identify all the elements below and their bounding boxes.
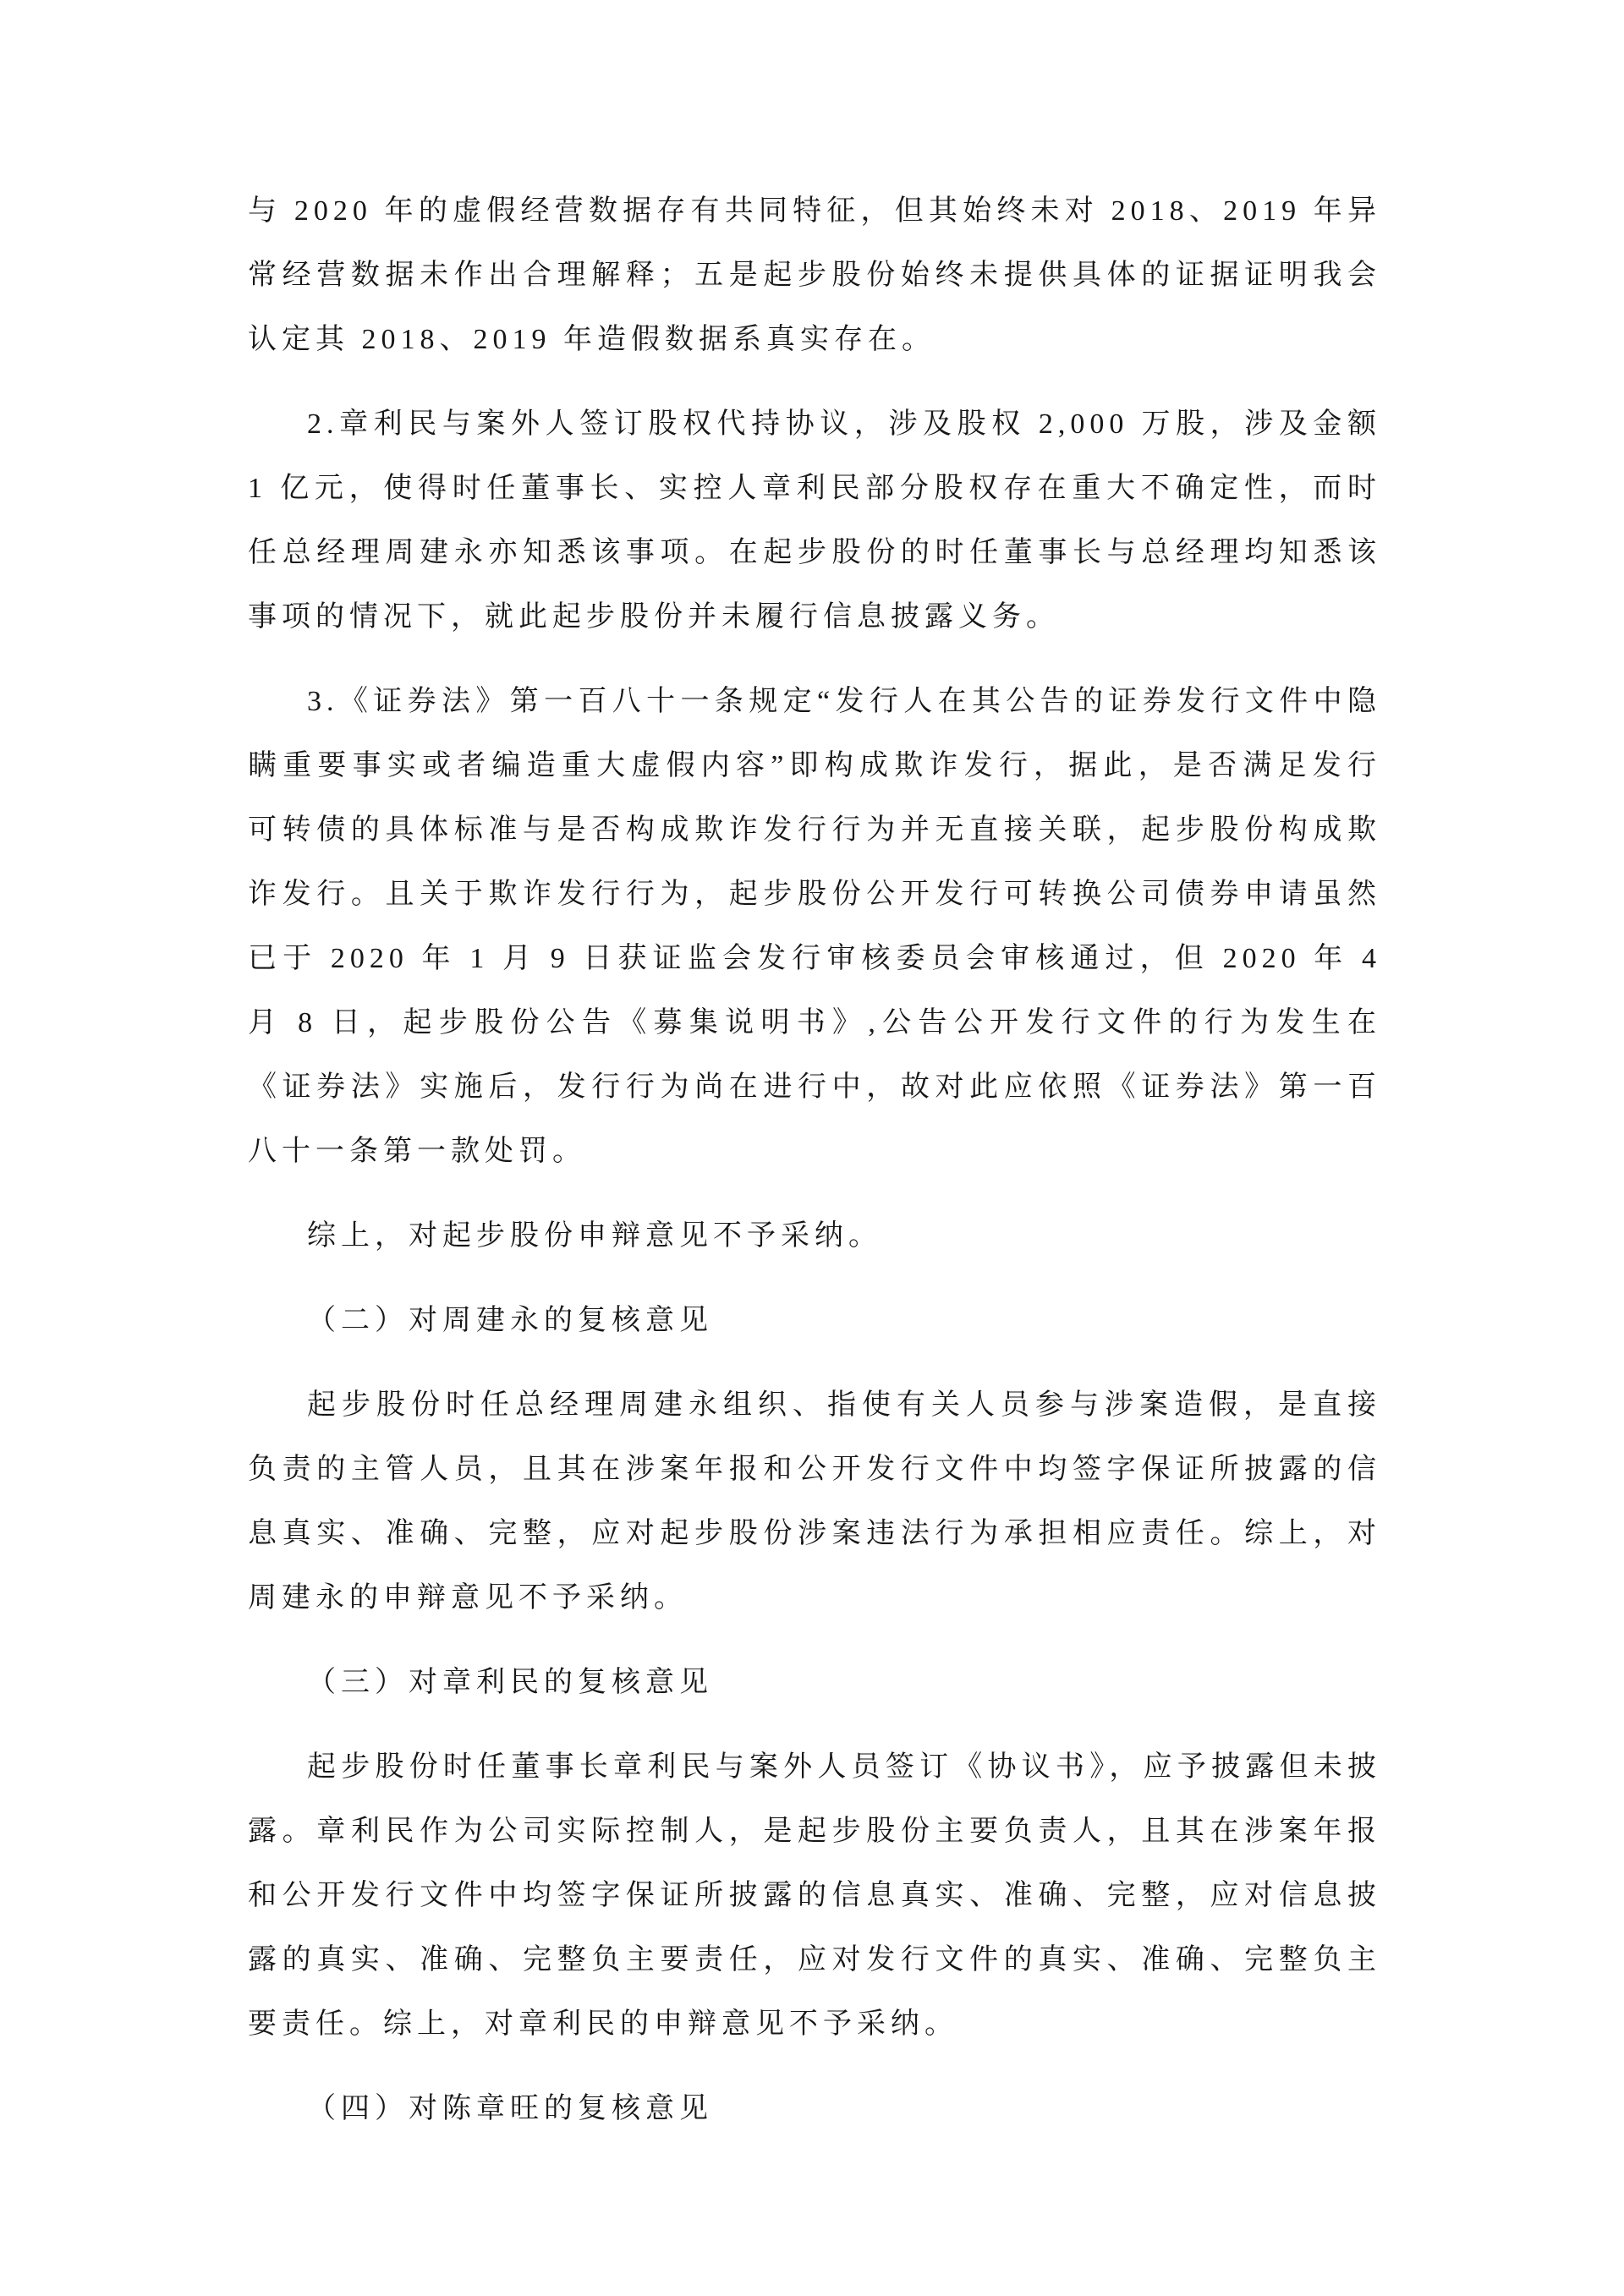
review-paragraph-zhoujianyong: 起步股份时任总经理周建永组织、指使有关人员参与涉案造假，是直接负责的主管人员，且其在涉案年报和公开发行文件中均签字保证所披露的信息真实、准确、完整，应对起步股份涉案违法行为承担相应责任。综上，对周建永的申辩意见不予采纳。 [248, 1389, 1381, 1614]
section-heading-ii-zhoujianyong: （二）对周建永的复核意见 [307, 1305, 713, 1336]
conclusion-paragraph-qibu: 综上，对起步股份申辩意见不予采纳。 [307, 1220, 882, 1252]
review-paragraph-zhanglimin: 起步股份时任董事长章利民与案外人员签订《协议书》，应予披露但未披露。章利民作为公司实际控制人，是起步股份主要负责人，且其在涉案年报和公开发行文件中均签字保证所披露的信息真实、准确、完整，应对信息披露的真实、准确、完整负主要责任，应对发行文件的真实、准确、完整负主要责任。综上，对章利民的申辩意见不予采纳。 [248, 1751, 1381, 2040]
numbered-paragraph-3: 3.《证券法》第一百八十一条规定“发行人在其公告的证券发行文件中隐瞒重要事实或者编造重大虚假内容”即构成欺诈发行，据此，是否满足发行可转债的具体标准与是否构成欺诈发行行为并无直接关联，起步股份构成欺诈发行。且关于欺诈发行行为，起步股份公开发行可转换公司债券申请虽然已于 2020 年 1 月 9 日获证监会发行审核委员会审核通过，但 2020 年 4 月 8 日，起步股份公告《募集说明书》,公告公开发行文件的行为发生在《证券法》实施后，发行行为尚在进行中，故对此应依照《证券法》第一百八十一条第一款处罚。 [248, 686, 1381, 1167]
continuation-paragraph: 与 2020 年的虚假经营数据存有共同特征，但其始终未对 2018、2019 年异常经营数据未作出合理解释；五是起步股份始终未提供具体的证据证明我会认定其 2018、2019 年造假数据系真实存在。 [248, 195, 1381, 355]
section-heading-iv-chenzhangwang: （四）对陈章旺的复核意见 [307, 2093, 713, 2124]
section-heading-iii-zhanglimin: （三）对章利民的复核意见 [307, 1667, 713, 1698]
numbered-paragraph-2: 2.章利民与案外人签订股权代持协议，涉及股权 2,000 万股，涉及金额 1 亿元，使得时任董事长、实控人章利民部分股权存在重大不确定性，而时任总经理周建永亦知悉该事项。在起步股份的时任董事长与总经理均知悉该事项的情况下，就此起步股份并未履行信息披露义务。 [248, 408, 1381, 633]
